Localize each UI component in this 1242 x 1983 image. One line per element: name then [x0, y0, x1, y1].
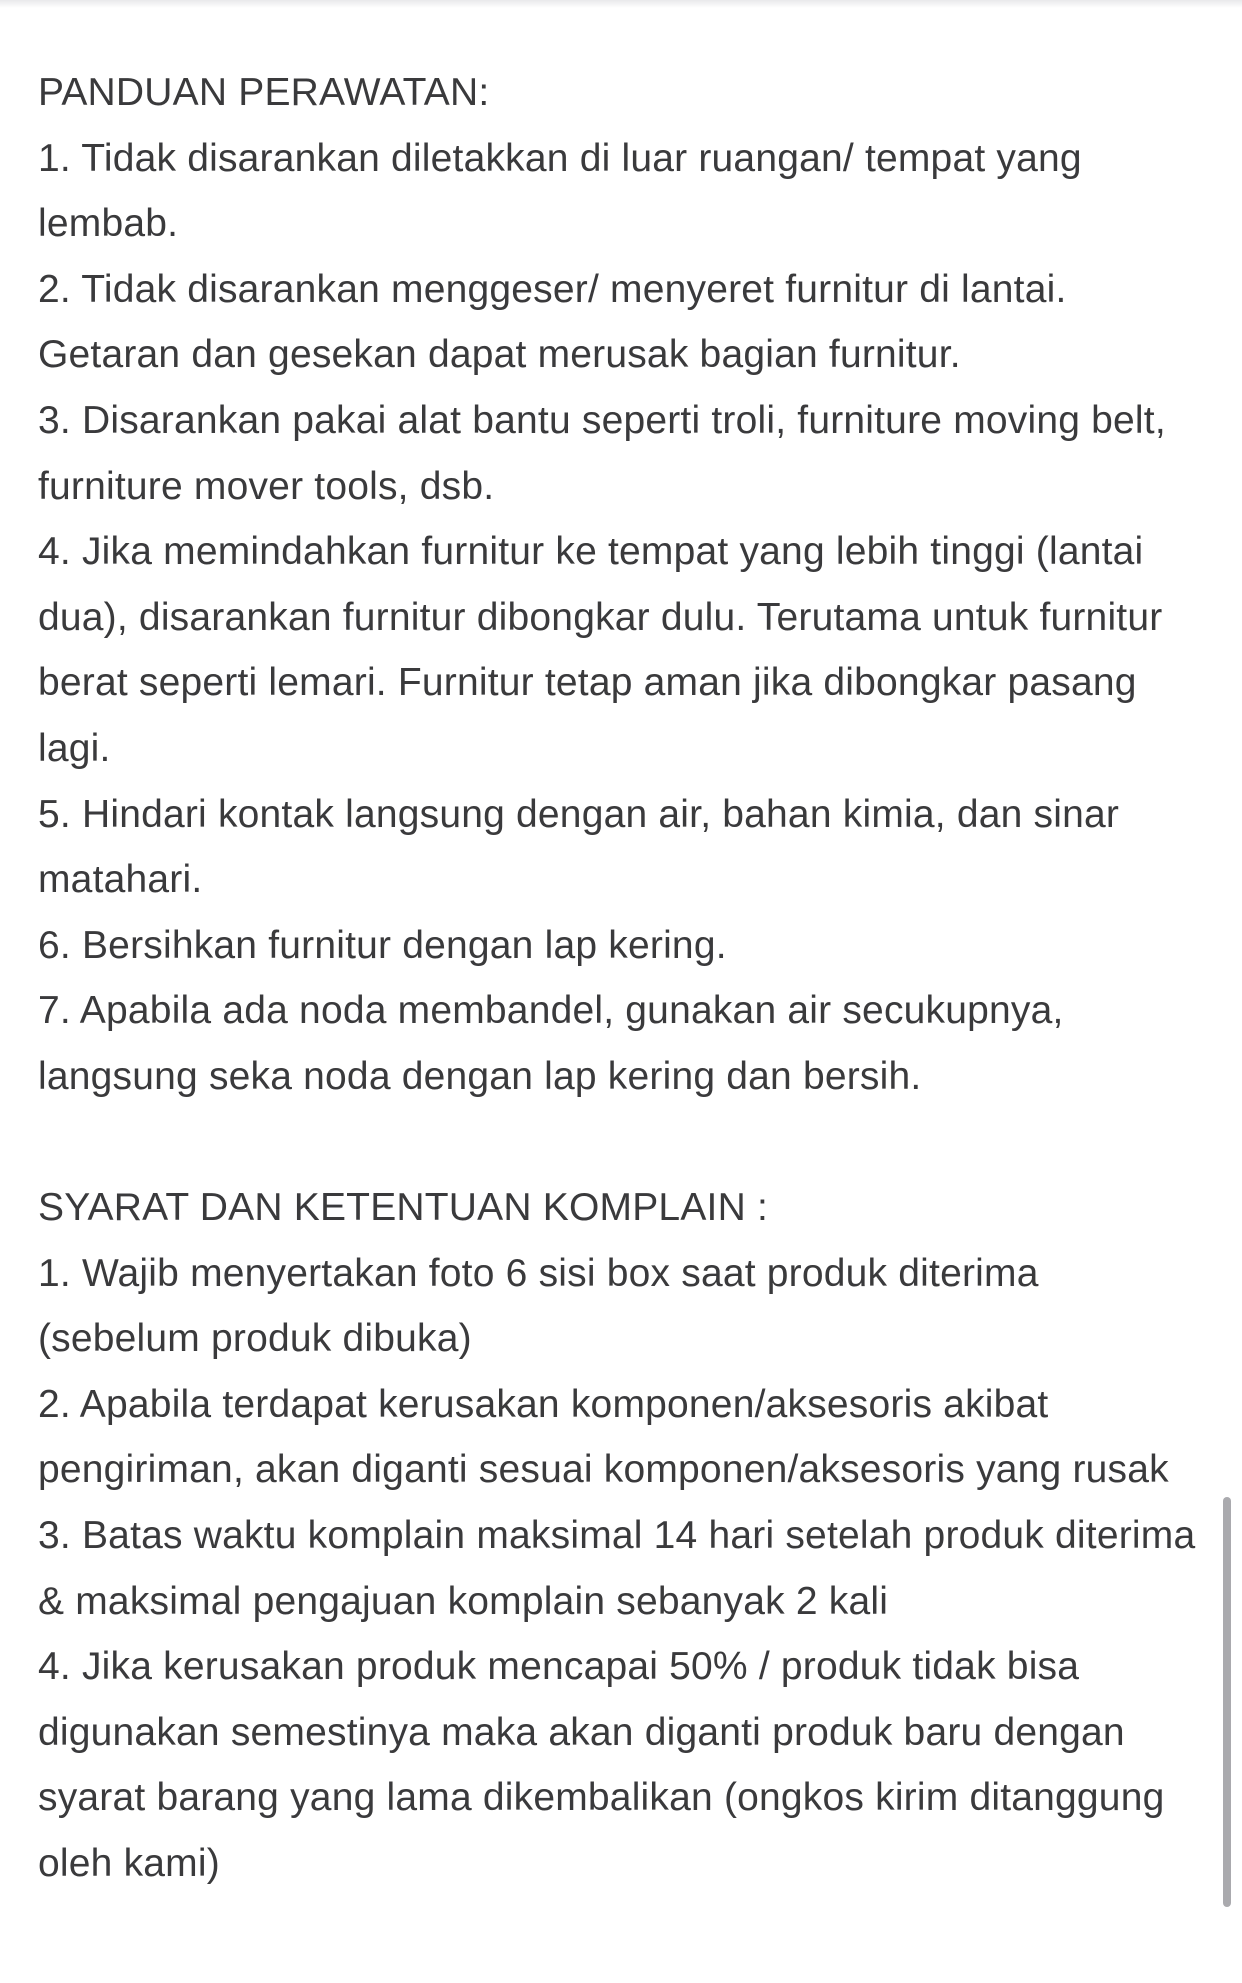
- care-guide-item: 1. Tidak disarankan diletakkan di luar ruangan/ tempat yang lembab.: [38, 136, 1082, 246]
- care-guide-item: 3. Disarankan pakai alat bantu seperti troli, furniture moving belt, furniture mover tools, dsb.: [38, 398, 1166, 508]
- top-bar-shadow: [0, 0, 1242, 8]
- complaint-terms-item: 1. Wajib menyertakan foto 6 sisi box saat produk diterima (sebelum produk dibuka): [38, 1251, 1039, 1361]
- complaint-terms-item: 4. Jika kerusakan produk mencapai 50% / produk tidak bisa digunakan semestinya maka akan diganti produk baru dengan syarat barang yang lama dikembalikan (ongkos kirim ditanggung oleh kami): [38, 1645, 1165, 1886]
- care-guide-item: 4. Jika memindahkan furnitur ke tempat yang lebih tinggi (lantai dua), disarankan furnitur dibongkar dulu. Terutama untuk furnitur berat seperti lemari. Furnitur tetap aman jika dibongkar pasang lagi.: [38, 530, 1163, 770]
- care-guide-title: PANDUAN PERAWATAN:: [38, 71, 490, 114]
- care-guide-item: 7. Apabila ada noda membandel, gunakan air secukupnya, langsung seka noda dengan lap kering dan bersih.: [38, 989, 1064, 1098]
- vertical-scrollbar[interactable]: [1223, 1497, 1231, 1907]
- complaint-terms-item: 3. Batas waktu komplain maksimal 14 hari setelah produk diterima & maksimal pengajuan komplain sebanyak 2 kali: [38, 1514, 1196, 1623]
- care-guide-item: 5. Hindari kontak langsung dengan air, bahan kimia, dan sinar matahari.: [38, 792, 1120, 902]
- care-guide-item: 2. Tidak disarankan menggeser/ menyeret furnitur di lantai. Getaran dan gesekan dapat merusak bagian furnitur.: [38, 267, 1067, 377]
- product-description: [38, 60, 1208, 1897]
- care-guide-item: 6. Bersihkan furnitur dengan lap kering.: [38, 923, 727, 967]
- section-divider: [38, 1110, 1208, 1176]
- complaint-terms-title: SYARAT DAN KETENTUAN KOMPLAIN :: [38, 1186, 769, 1230]
- complaint-terms-item: 2. Apabila terdapat kerusakan komponen/aksesoris akibat pengiriman, akan diganti sesuai komponen/aksesoris yang rusak: [38, 1382, 1169, 1492]
